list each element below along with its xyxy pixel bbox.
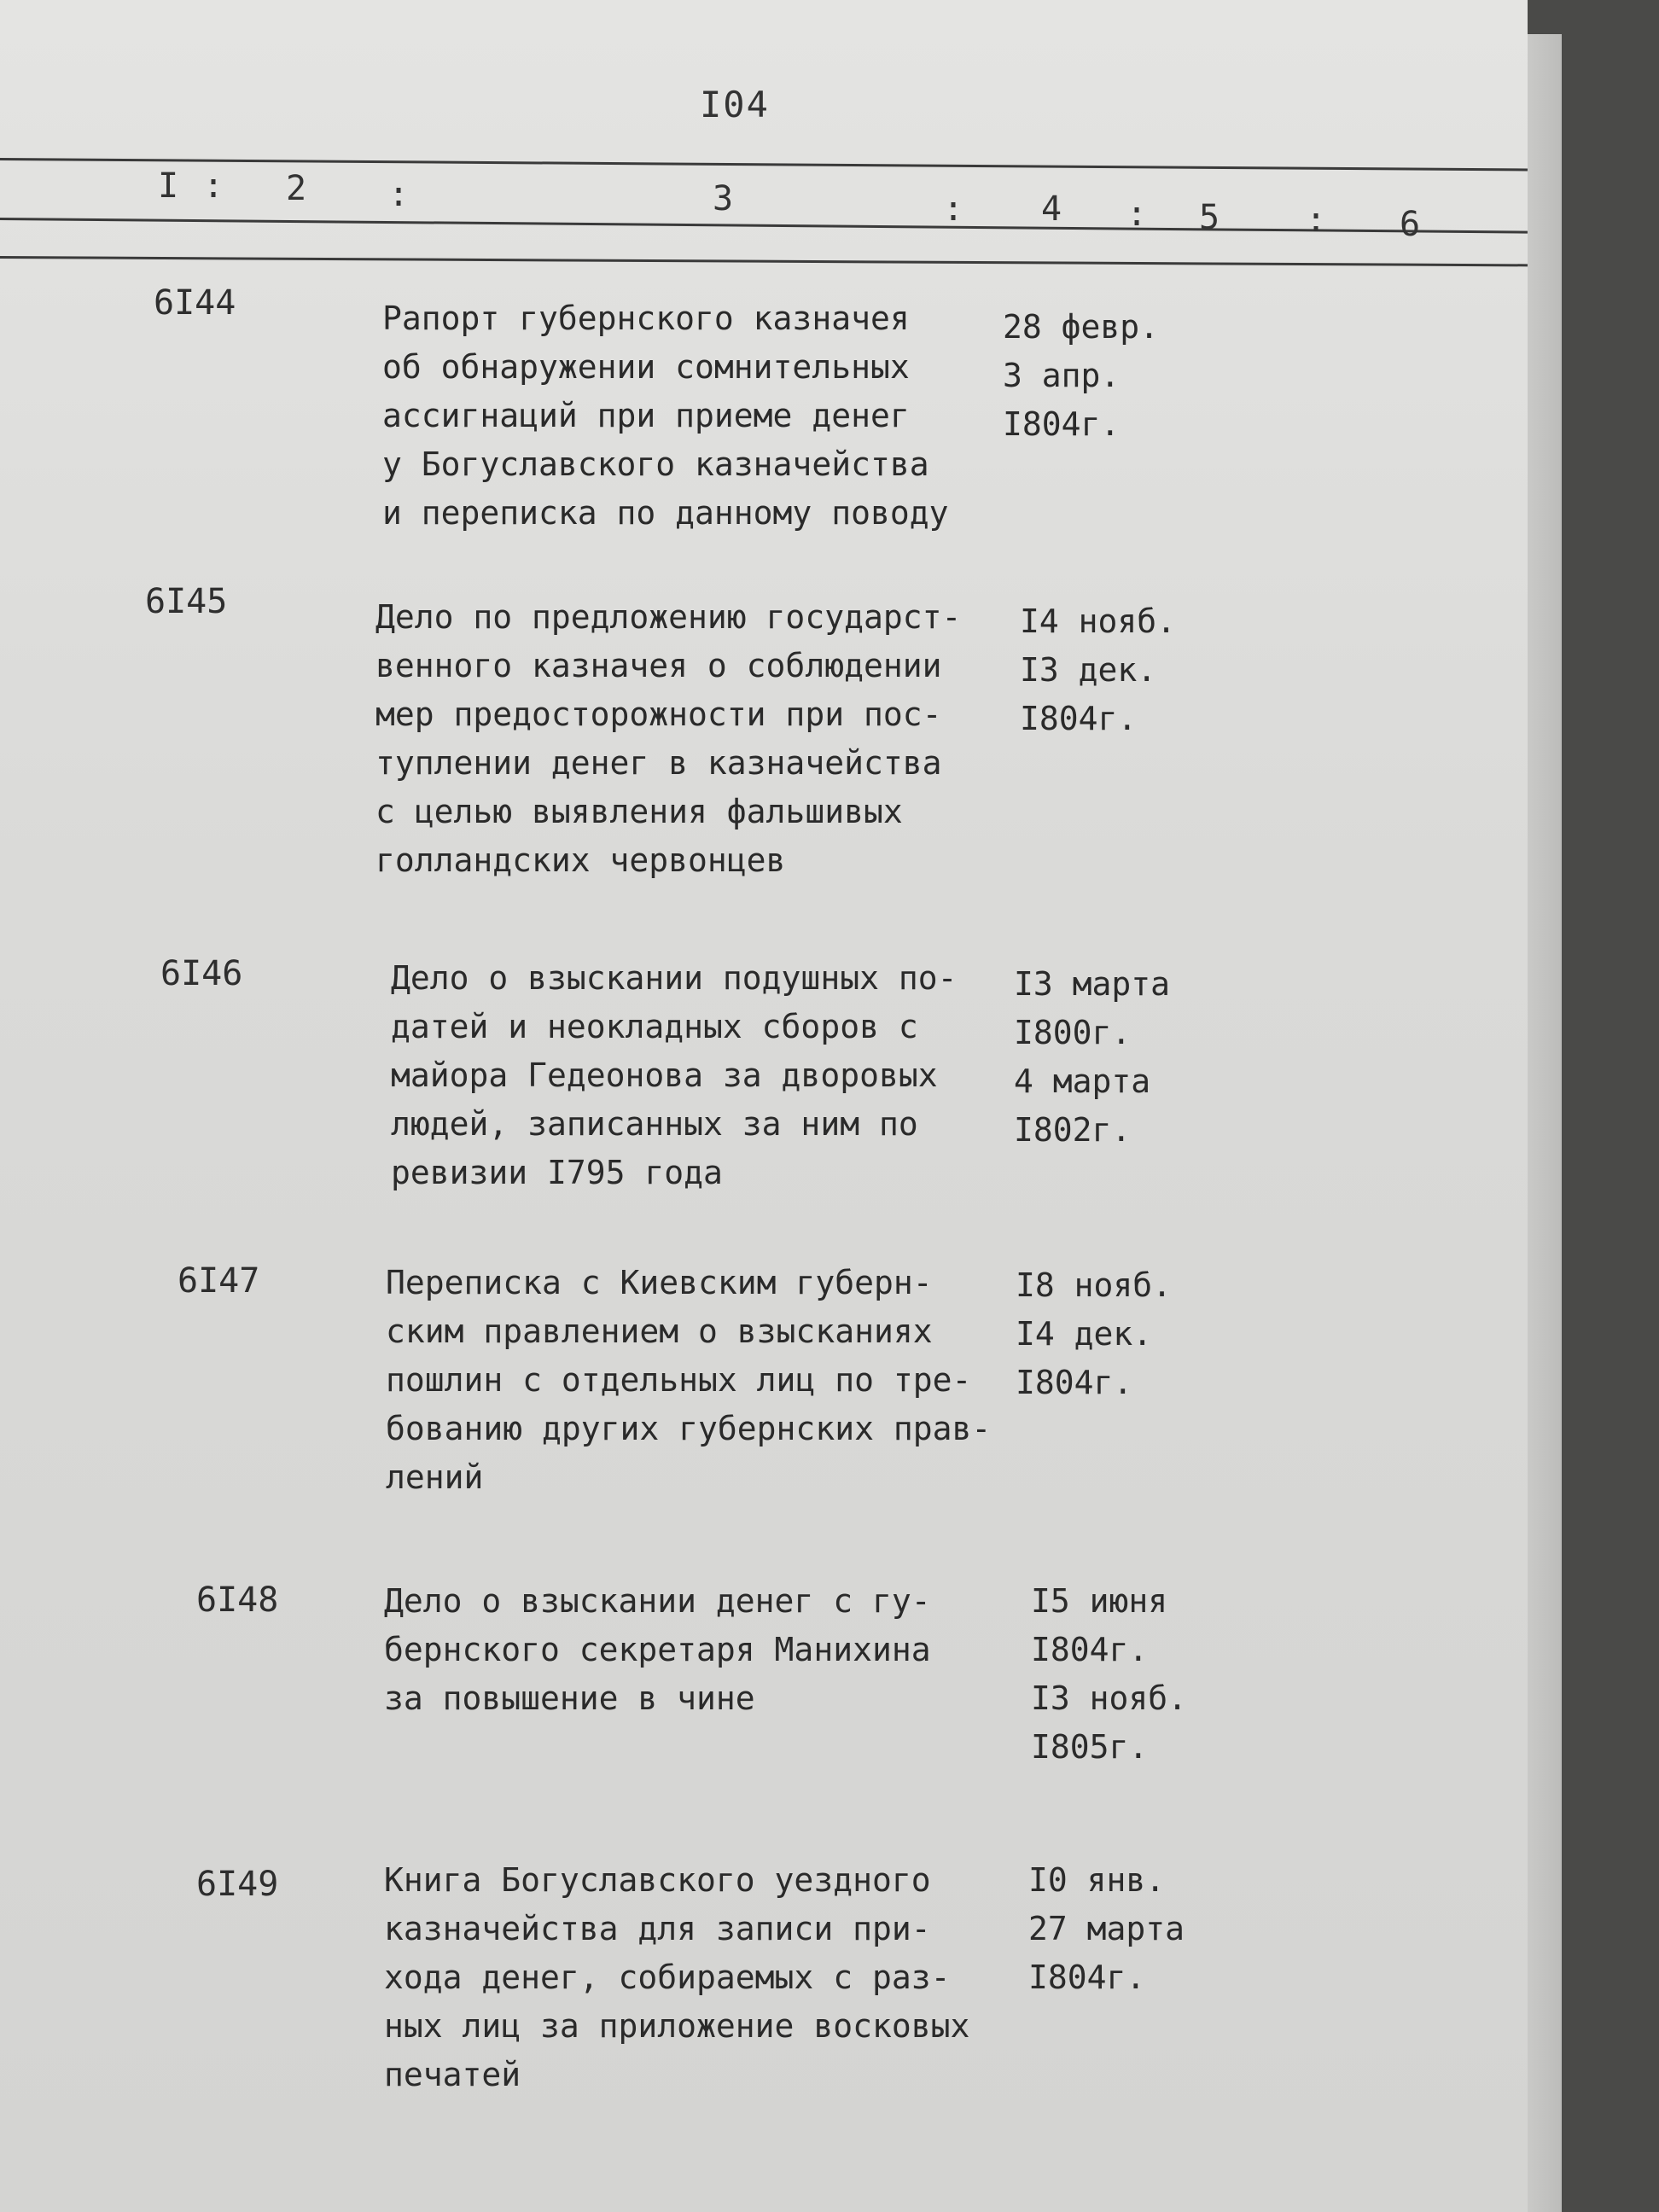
entry-id: 6I45 (145, 582, 228, 621)
column-separator: : (1126, 195, 1148, 234)
date-line: I804г. (1016, 1364, 1133, 1401)
header-rule-middle (0, 218, 1528, 234)
entry-dates (1014, 960, 1170, 1155)
date-line: 27 марта (1028, 1910, 1185, 1947)
description-line: людей, записанных за ним по (391, 1105, 918, 1143)
entry-dates (1028, 1856, 1185, 2002)
entry-description (384, 1577, 1033, 1723)
description-line: казначейства для записи при- (384, 1910, 931, 1947)
column-header-2: 2 (286, 169, 307, 208)
date-line: 28 февр. (1003, 308, 1160, 346)
date-line: 4 марта (1014, 1062, 1151, 1100)
description-line: голландских червонцев (375, 841, 786, 879)
date-line: I0 янв. (1028, 1861, 1166, 1899)
description-line: бернского секретаря Манихина (384, 1631, 931, 1668)
date-line: I3 дек. (1020, 651, 1157, 689)
column-header-4: 4 (1041, 189, 1062, 229)
entry-dates (1020, 597, 1176, 743)
description-line: датей и неокладных сборов с (391, 1008, 918, 1045)
entry-id: 6I49 (196, 1865, 279, 1904)
date-line: I8 нояб. (1016, 1266, 1173, 1304)
description-line: ных лиц за приложение восковых (384, 2007, 970, 2045)
entry-description (375, 593, 1024, 885)
description-line: об обнаружении сомнительных (382, 348, 910, 386)
page-number: I04 (700, 84, 770, 125)
description-line: туплении денег в казначейства (375, 744, 942, 782)
date-line: I802г. (1014, 1111, 1132, 1149)
column-header-1: I (158, 166, 179, 206)
header-rule-top (0, 158, 1528, 171)
date-line: I804г. (1031, 1631, 1149, 1668)
date-line: I800г. (1014, 1014, 1132, 1051)
description-line: за повышение в чине (384, 1679, 755, 1717)
date-line: I804г. (1003, 405, 1121, 443)
description-line: у Богуславского казначейства (382, 445, 929, 483)
description-line: Книга Богуславского уездного (384, 1861, 931, 1899)
date-line: I4 дек. (1016, 1315, 1153, 1353)
entry-id: 6I44 (154, 283, 236, 323)
entry-dates (1016, 1261, 1172, 1407)
description-line: хода денег, собираемых с раз- (384, 1959, 951, 1996)
description-line: лений (386, 1458, 484, 1496)
column-separator: : (943, 189, 964, 229)
entry-description (386, 1259, 1034, 1502)
entry-id: 6I48 (196, 1580, 279, 1620)
column-header-3: 3 (713, 179, 734, 218)
entry-id: 6I47 (178, 1261, 260, 1301)
date-line: I4 нояб. (1020, 602, 1177, 640)
description-line: бованию других губернских прав- (386, 1410, 992, 1447)
entry-description (384, 1856, 1033, 2099)
entry-description (391, 954, 1039, 1197)
column-separator: : (388, 175, 410, 214)
date-line: I804г. (1020, 700, 1138, 737)
description-line: ревизии I795 года (391, 1154, 723, 1191)
description-line: ским правлением о взысканиях (386, 1313, 933, 1350)
description-line: Дело о взыскании денег с гу- (384, 1582, 931, 1620)
description-line: майора Гедеонова за дворовых (391, 1057, 938, 1094)
description-line: печатей (384, 2056, 521, 2093)
date-line: I3 нояб. (1031, 1679, 1188, 1717)
entry-dates (1031, 1577, 1187, 1772)
description-line: Переписка с Киевским губерн- (386, 1264, 933, 1301)
description-line: Рапорт губернского казначея (382, 300, 910, 337)
description-line: Дело по предложению государст- (375, 598, 962, 636)
description-line: мер предосторожности при пос- (375, 696, 942, 733)
description-line: венного казначея о соблюдении (375, 647, 942, 684)
description-line: ассигнаций при приеме денег (382, 397, 910, 434)
column-separator: : (203, 166, 224, 206)
column-header-6: 6 (1400, 205, 1421, 244)
column-separator: : (1306, 201, 1327, 240)
description-line: Дело о взыскании подушных по- (391, 959, 958, 997)
description-line: и переписка по данному поводу (382, 494, 949, 532)
description-line: с целью выявления фальшивых (375, 793, 903, 830)
entry-id: 6I46 (160, 954, 243, 993)
date-line: I805г. (1031, 1728, 1149, 1766)
column-header-5: 5 (1199, 198, 1220, 237)
date-line: I804г. (1028, 1959, 1146, 1996)
page-edge (1528, 34, 1562, 2212)
header-rule-bottom (0, 256, 1528, 266)
entry-description (382, 294, 1031, 538)
entry-dates (1003, 303, 1159, 449)
date-line: I5 июня (1031, 1582, 1168, 1620)
date-line: I3 марта (1014, 965, 1171, 1003)
description-line: пошлин с отдельных лиц по тре- (386, 1361, 972, 1399)
date-line: 3 апр. (1003, 357, 1121, 394)
